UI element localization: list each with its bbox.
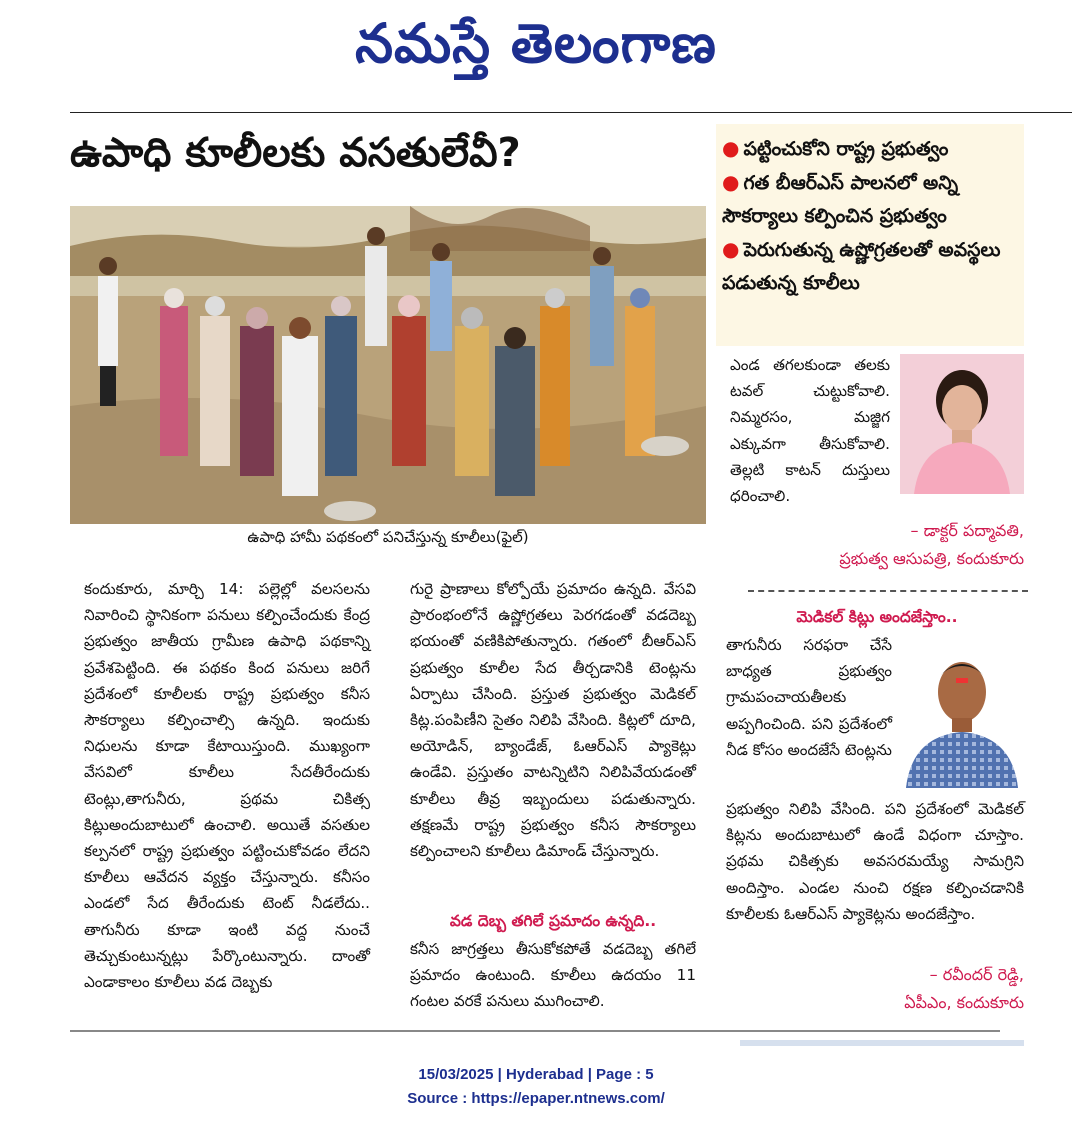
- highlight-item: ● పెరుగుతున్న ఉష్ణోగ్రతలతో అవస్థలు పడుతున్న కూలీలు: [722, 237, 1001, 294]
- sidebar-subhead: మెడికల్ కిట్లు అందజేస్తాం..: [796, 608, 958, 626]
- bullet-dot-icon: ●: [722, 237, 740, 261]
- article-column-1: కందుకూరు, మార్చి 14: పల్లెల్లో వలసలను నివారించి స్థానికంగా పనులు కల్పించేందుకు కేంద్ర ప్రభుత్వం జాతీయ గ్రామీణ ఉపాధి పథకాన్ని ప్రవేశపెట్టింది. ఈ పథకం కింద పనులు జరిగే ప్రదేశంలో కూలీలకు రాష్ట్ర ప్రభుత్వం కనీస సౌకర్యాలు కల్పించాల్సి ఉన్నది. ఇందుకు నిధులను కూడా కేటాయిస్తుంది. ముఖ్యంగా వేసవిలో కూలీలు సేదతీరేందుకు టెంట్లు,తాగునీరు, ప్రథమ చికిత్స కిట్లుఅందుబాటులో ఉంచాలి. అయితే వసతుల కల్పనలో రాష్ట్ర ప్రభుత్వం పట్టించుకోవడం లేదని కూలీలు ఆవేదన వ్యక్తం చేస్తున్నారు. కనీసం ఎండలో సేద తీరేందుకు టెంట్ నీడలేదు.. తాగునీరు కూడా ఇంటి వద్ద నుంచే తెచ్చుకుంటున్నట్లు పేర్కొంటున్నారు. దాంతో ఎండాకాలం కూలీలు వడ దెబ్బకు: [84, 580, 370, 992]
- official-portrait-illustration: [900, 638, 1024, 788]
- masthead-title: నమస్తే తెలంగాణ: [355, 11, 717, 75]
- official-quote-top: తాగునీరు సరఫరా చేసే బాధ్యత ప్రభుత్వం గ్రామపంచాయతీలకు అప్పగించింది. పని ప్రదేశంలో నీడ కోసం అందజేసే టెంట్లను: [726, 636, 892, 759]
- bullet-dot-icon: ●: [722, 136, 740, 160]
- official-portrait: [900, 638, 1024, 788]
- workers-photo-illustration: [70, 206, 706, 524]
- workers-photo: [70, 206, 706, 524]
- doctor-portrait-illustration: [900, 354, 1024, 494]
- article-column-2b: కనీస జాగ్రత్తలు తీసుకోకపోతే వడదెబ్బ తగిలే ప్రమాదం ఉంటుంది. కూలీలు ఉదయం 11 గంటల వరకే పనులు ముగించాలి.: [410, 940, 696, 1011]
- official-signature-place: ఏపీఎం, కందుకూరు: [904, 993, 1024, 1012]
- official-quote-bottom: ప్రభుత్వం నిలిపి వేసింది. పని ప్రదేశంలో మెడికల్ కిట్లను అందుబాటులో ఉండే విధంగా చూస్తాం. ప్రథమ చికిత్సకు అవసరమయ్యే సామగ్రిని అందిస్తాం. ఎండల నుంచి రక్షణ కల్పించడానికి కూలీలకు ఓఆర్ఎస్ ప్యాకెట్లను అందజేస్తాం.: [726, 800, 1024, 923]
- sidebar-divider: [748, 590, 1028, 592]
- highlight-item: ● పట్టించుకోని రాష్ట్ర ప్రభుత్వం: [722, 136, 949, 160]
- bottom-strip: [740, 1040, 1024, 1046]
- official-signature-name: – రవీందర్ రెడ్డి,: [929, 965, 1024, 984]
- highlights-box: [716, 124, 1024, 346]
- masthead-rule: [70, 112, 1072, 113]
- doctor-signature-place: ప్రభుత్వ ఆసుపత్రి, కందుకూరు: [839, 549, 1024, 568]
- footer-edition: 15/03/2025 | Hyderabad | Page : 5: [418, 1066, 654, 1083]
- article-subhead: వడ దెబ్బ తగిలే ప్రమాదం ఉన్నది..: [449, 912, 657, 930]
- article-headline: ఉపాధి కూలీలకు వసతులేవీ?: [70, 130, 521, 176]
- photo-caption: ఉపాధి హామీ పథకంలో పనిచేస్తున్న కూలీలు(ఫైల్): [247, 528, 529, 546]
- doctor-signature-name: – డాక్టర్ పద్మావతి,: [910, 521, 1024, 540]
- highlight-item: ● గత బీఆర్ఎస్ పాలనలో అన్ని సౌకర్యాలు కల్పించిన ప్రభుత్వం: [722, 170, 959, 227]
- article-column-2: గురై ప్రాణాలు కోల్పోయే ప్రమాదం ఉన్నది. వేసవి ప్రారంభంలోనే ఉష్ణోగ్రతలు పెరగడంతో వడదెబ్బ భయంతో వణికిపోతున్నారు. గతంలో బీఆర్ఎస్ ప్రభుత్వం కూలీల సేద తీర్చడానికి టెంట్లను ఏర్పాటు చేసింది. ప్రస్తుత ప్రభుత్వం మెడికల్ కిట్ల.పంపిణీని సైతం నిలిపి వేసింది. కిట్లలో దూది, అయోడిన్, బ్యాండేజ్, ఓఆర్ఎస్ ప్యాకెట్లు ఉండేవి. ప్రస్తుతం వాటన్నిటిని నిలిపివేయడంతో కూలీలు తీవ్ర ఇబ్బందులు పడుతున్నారు. తక్షణమే రాష్ట్ర ప్రభుత్వం కనీస సౌకర్యాలు కల్పించాలని కూలీలు డిమాండ్ చేస్తున్నారు.: [410, 580, 696, 861]
- doctor-portrait: [900, 354, 1024, 494]
- bullet-dot-icon: ●: [722, 170, 740, 194]
- footer-source: Source : https://epaper.ntnews.com/: [407, 1090, 665, 1107]
- bottom-rule: [70, 1030, 1000, 1032]
- doctor-quote: ఎండ తగలకుండా తలకు టవల్ చుట్టుకోవాలి. నిమ్మరసం, మజ్జిగ ఎక్కువగా తీసుకోవాలి. తెల్లటి కాటన్ దుస్తులు ధరించాలి.: [730, 356, 890, 506]
